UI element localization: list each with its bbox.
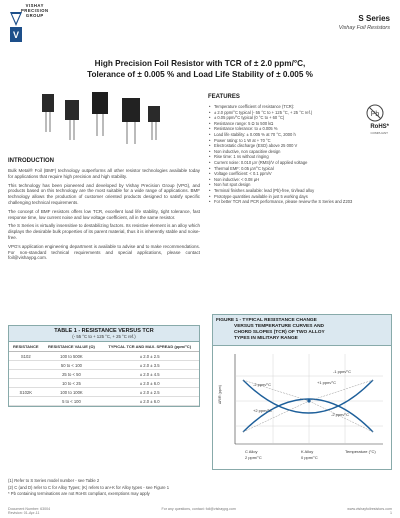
figure-1 (212, 314, 392, 470)
features-list (208, 104, 358, 205)
feature-item: • ± 2.0 ppm/°C typical (- 55 °C to + 125 °C, + 25 °C ref.) (208, 110, 358, 116)
footnote: (1) Refer to S Series model number - see Table 2 (8, 478, 100, 483)
svg-text:V: V (12, 30, 20, 40)
rohs-sub: COMPLIANT (370, 131, 388, 135)
table-row (9, 361, 199, 370)
table-cell: 25 to < 50 (43, 370, 101, 379)
feature-item: • Load life stability: ± 0.005 % at 70 °C, 2000 h (208, 132, 358, 138)
rohs-label: RoHS* (370, 124, 389, 130)
table-resistance-vs-tcr (8, 325, 200, 407)
table-cell: ± 2.0 ± 2.5 (100, 352, 199, 361)
intro-paragraph: Bulk Metal® Foil (BMF) technology outperforms all other resistor technologies available today for applications that require high precision and high stability. (8, 168, 200, 179)
chord-line (243, 401, 309, 432)
k-alloy-curve (243, 399, 373, 432)
svg-text:Pb: Pb (370, 111, 380, 118)
page-header (0, 0, 400, 50)
table-row (9, 397, 199, 406)
column-header: RESISTANCE (9, 342, 43, 352)
table-row (9, 370, 199, 379)
table-cell: 100 to 500K (43, 352, 101, 361)
table-subtitle: (- 55 °C to + 125 °C, + 25 °C ref.) (72, 334, 136, 339)
table-cell: ± 2.0 ± 6.0 (100, 397, 199, 406)
x-axis-label: Temperature (°C) (345, 449, 376, 454)
product-photo (30, 88, 170, 150)
table-header (9, 326, 199, 342)
feature-item: • Prototype quantities available in just 5 working days (208, 194, 358, 200)
features-heading: FEATURES (208, 94, 240, 100)
title-line-1: High Precision Foil Resistor with TCR of ± 2.0 ppm/°C, (94, 59, 306, 68)
feature-item: • Voltage coefficient: < 0.1 ppm/V (208, 171, 358, 177)
table-cell (9, 397, 43, 406)
table-cell: 50 to < 100 (43, 361, 101, 370)
feature-item: • Terminal finishes available: lead (Pb)-free, tin/lead alloy (208, 188, 358, 194)
table-cell: ± 2.0 ± 4.5 (100, 370, 199, 379)
y-axis-label: ΔR/R (ppm) (218, 385, 222, 404)
feature-item: • Non inductive: < 0.08 µH (208, 177, 358, 183)
table-cell (9, 370, 43, 379)
figure-title-line: CHORD SLOPES (TCR) OF TWO ALLOY (234, 330, 325, 335)
table-cell: S102 (9, 352, 43, 361)
column-header: RESISTANCE VALUE (Ω) (43, 342, 101, 352)
label-m1: -1 ppm/°C (333, 369, 352, 374)
features-section (208, 94, 393, 205)
introduction-section (8, 158, 200, 264)
feature-item: • Non inductive, non capacitive design (208, 149, 358, 155)
table-cell (9, 361, 43, 370)
feature-item: • Non hot spot design (208, 182, 358, 188)
footer-left: Document Number: 63004 Revision: 01-Apr-11 (8, 507, 51, 515)
page-title (0, 58, 400, 80)
title-line-2: Tolerance of ± 0.005 % and Load Life Stability of ± 0.005 % (87, 70, 313, 79)
label-m2: -2 ppm/°C (253, 382, 272, 387)
feature-item: • Power rating: to 1 W at + 70 °C (208, 138, 358, 144)
table-cell: ± 2.0 ± 6.0 (100, 379, 199, 388)
intro-paragraph: This technology has been pioneered and developed by Vishay Precision Group (VPG), and products based on this technology are the most suitable for a wide range of applications. BMF technology allows the production of customer oriented products designed to satisfy specific challenging technical requirements. (8, 182, 200, 205)
figure-title-line: TYPES IN MILITARY RANGE (234, 336, 298, 341)
table-cell: ± 2.0 ± 2.5 (100, 388, 199, 397)
table-cell: 10 to < 25 (43, 379, 101, 388)
table-cell: ± 2.0 ± 3.5 (100, 361, 199, 370)
resistance-table (9, 342, 199, 406)
table-title: TABLE 1 - RESISTANCE VERSUS TCR (54, 328, 154, 334)
feature-item: • Thermal EMF: 0.05 µV/°C typical (208, 166, 358, 172)
feature-item: • Resistance tolerance: to ± 0.005 % (208, 126, 358, 132)
label-p2: +2 ppm/°C (253, 408, 273, 413)
footer-center: For any questions, contact: foil@vishaypg.com (161, 507, 236, 511)
reference-point (307, 399, 310, 402)
footnotes (8, 478, 398, 498)
feature-item: • Electrostatic discharge (ESD) above 25 000 V (208, 143, 358, 149)
feature-item: • For better TCR and PCR performance, please review the S Series and Z203 (208, 199, 358, 205)
table-row (9, 379, 199, 388)
table-cell: 100 to 100K (43, 388, 101, 397)
k-alloy-value: 0 ppm/°C (301, 455, 318, 460)
feature-item: • Rise time: 1 ns without ringing (208, 154, 358, 160)
feature-item: • Current noise: 0.010 µV (RMS)/V of applied voltage (208, 160, 358, 166)
feature-item: • Resistance range: 5 Ω to 500 kΩ (208, 121, 358, 127)
table-cell: S102K (9, 388, 43, 397)
logo-text: VISHAY PRECISION GROUP (21, 3, 49, 18)
table-header-row (9, 342, 199, 352)
footnote: * Pb containing terminations are not RoHS compliant, exemptions may apply (8, 491, 150, 496)
intro-paragraph: The concept of BMF resistors offers low TCR, excellent load life stability, tight tolerance, fast response time, low current noise and low voltage coefficient, all in the same resistor. (8, 208, 200, 220)
feature-item: • Temperature coefficient of resistance (TCR): (208, 104, 358, 110)
intro-paragraph: VPG's application engineering department is available to advise and to make recommendations. For non-standard technical requirements and special applications, please contact foil@vishaypg.com. (8, 243, 200, 261)
series-subtitle: Vishay Foil Resistors (338, 25, 390, 31)
table-cell (9, 379, 43, 388)
table-cell: 5 to < 100 (43, 397, 101, 406)
table-row (9, 388, 199, 397)
table-row (9, 352, 199, 361)
page-footer (8, 507, 392, 515)
label-m2b: -2 ppm/°C (331, 412, 350, 417)
k-alloy-label: K Alloy (301, 449, 314, 454)
c-alloy-value: 2 ppm/°C (245, 455, 262, 460)
figure-title-line: FIGURE 1 - TYPICAL RESISTANCE CHANGE (216, 318, 317, 323)
figure-title (213, 315, 391, 346)
intro-paragraph: The S Series is virtually insensitive to destabilizing factors. Its resistive element is an alloy which displays the desirable bulk properties of its parent material, thus it is inherently stable and noise-free. (8, 223, 200, 240)
column-header: TYPICAL TCR AND MAX. SPREAD (ppm/°C) (100, 342, 199, 352)
tcr-curve-chart (213, 346, 393, 470)
series-title: S Series (358, 14, 390, 23)
footnote: (2) C (and D) refer to C for Alloy Types; (K) refers to an+K for Alloy types - see Figure 1 (8, 484, 170, 490)
footer-right: www.vishayfoilresistors.com 1 (347, 507, 392, 515)
feature-item: • ± 0.05 ppm/°C typical (0 °C to + 60 °C) (208, 115, 358, 121)
c-alloy-label: C Alloy (245, 449, 258, 454)
figure-title-line: VERSUS TEMPERATURE CURVES AND (234, 324, 324, 329)
introduction-heading: INTRODUCTION (8, 158, 54, 164)
label-p1: +1 ppm/°C (317, 380, 337, 385)
